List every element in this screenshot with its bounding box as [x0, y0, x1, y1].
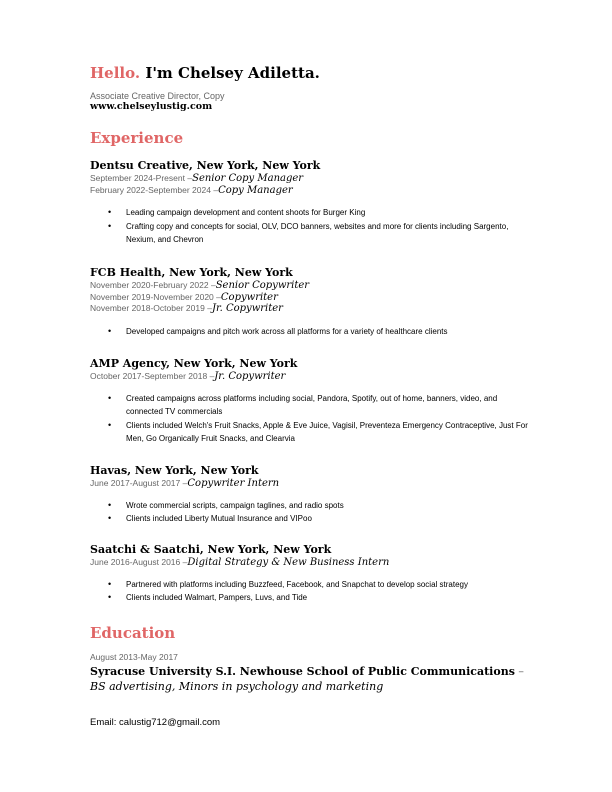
role-prefix: – [187, 173, 193, 183]
role-line [90, 185, 530, 197]
role-title: Senior Copywriter [215, 280, 310, 291]
job-bullets [90, 499, 530, 526]
role-prefix: – [182, 478, 188, 488]
role-prefix: – [213, 184, 219, 195]
website-link[interactable]: www.chelseylustig.com [90, 101, 213, 112]
role-prefix: – [209, 371, 215, 381]
role-title: Copy Manager [218, 184, 293, 196]
role-title: Copywriter [220, 291, 278, 303]
role-dates: September 2024-Present [90, 173, 185, 183]
job-bullets [90, 392, 530, 446]
bullet-item: • Clients included Welch's Fruit Snacks, Apple & Eve Juice, Vagisil, Preventeza Emergency Contraceptive, Just For Men, Go Organically Fruit Snacks, and Clearvia [90, 419, 530, 446]
role-title: Copywriter Intern [187, 478, 280, 489]
bullet-item: • Developed campaigns and pitch work across all platforms for a variety of healthcare clients [90, 325, 530, 339]
role-dates: November 2019-November 2020 [90, 291, 214, 302]
job-subtitle: Associate Creative Director, Copy [90, 91, 225, 101]
role-dates: October 2017-September 2018 [90, 371, 208, 381]
role-dates: February 2022-September 2024 [90, 184, 211, 195]
company-name: Dentsu Creative, New York, New York [90, 159, 321, 172]
role-line [90, 478, 530, 490]
company-name: Saatchi & Saatchi, New York, New York [90, 543, 332, 556]
role-line [90, 371, 530, 383]
education-entry [90, 664, 530, 694]
role-dates: November 2020-February 2022 [90, 280, 209, 290]
education-school: Syracuse University S.I. Newhouse School of Public Communications [90, 665, 515, 678]
role-title: Senior Copy Manager [192, 173, 304, 184]
bullet-item: • Clients included Liberty Mutual Insurance and VIPoo [90, 512, 530, 526]
bullet-item: • Created campaigns across platforms including social, Pandora, Spotify, out of home, banners, video, and connected TV commercials [90, 392, 530, 419]
job-entry [90, 159, 530, 247]
role-prefix: – [207, 303, 212, 313]
job-bullets [90, 206, 530, 247]
bullet-item: • Clients included Walmart, Pampers, Luvs, and Tide [90, 591, 530, 605]
role-title: Jr. Copywriter [214, 371, 286, 382]
role-line [90, 173, 530, 185]
job-entry [90, 357, 530, 446]
education-separator: – [514, 665, 524, 678]
company-name: Havas, New York, New York [90, 464, 259, 477]
bullet-item: • Leading campaign development and content shoots for Burger King [90, 206, 530, 220]
greeting-heading [90, 64, 320, 82]
role-dates: June 2017-August 2017 [90, 478, 181, 488]
bullet-item: • Wrote commercial scripts, campaign taglines, and radio spots [90, 499, 530, 513]
role-dates: June 2016-August 2016 [90, 557, 181, 567]
role-dates: November 2018-October 2019 [90, 303, 205, 313]
role-prefix: – [210, 280, 216, 290]
bullet-item: • Crafting copy and concepts for social, OLV, DCO banners, websites and more for clients including Sargento, Nexium, and Chevron [90, 220, 530, 247]
job-entry [90, 266, 530, 338]
role-line [90, 557, 530, 569]
job-entry [90, 543, 530, 605]
experience-heading: Experience [90, 129, 184, 147]
role-title: Digital Strategy & New Business Intern [187, 557, 390, 568]
role-title: Jr. Copywriter [211, 303, 283, 314]
contact-email[interactable]: Email: calustig712@gmail.com [90, 717, 221, 728]
role-prefix: – [182, 557, 188, 567]
education-dates: August 2013-May 2017 [90, 652, 178, 662]
job-bullets [90, 325, 530, 339]
greeting-name: I'm Chelsey Adiletta. [145, 64, 320, 82]
role-line [90, 280, 530, 292]
job-bullets [90, 578, 530, 605]
company-name: FCB Health, New York, New York [90, 266, 293, 279]
education-degree: BS advertising, Minors in psychology and marketing [90, 680, 384, 693]
role-prefix: – [216, 291, 221, 302]
role-line [90, 292, 530, 304]
greeting-hello: Hello. [90, 64, 141, 82]
bullet-item: • Partnered with platforms including Buzzfeed, Facebook, and Snapchat to develop social strategy [90, 578, 530, 592]
job-entry [90, 464, 530, 526]
role-line [90, 303, 530, 315]
education-heading: Education [90, 624, 176, 642]
company-name: AMP Agency, New York, New York [90, 357, 298, 370]
